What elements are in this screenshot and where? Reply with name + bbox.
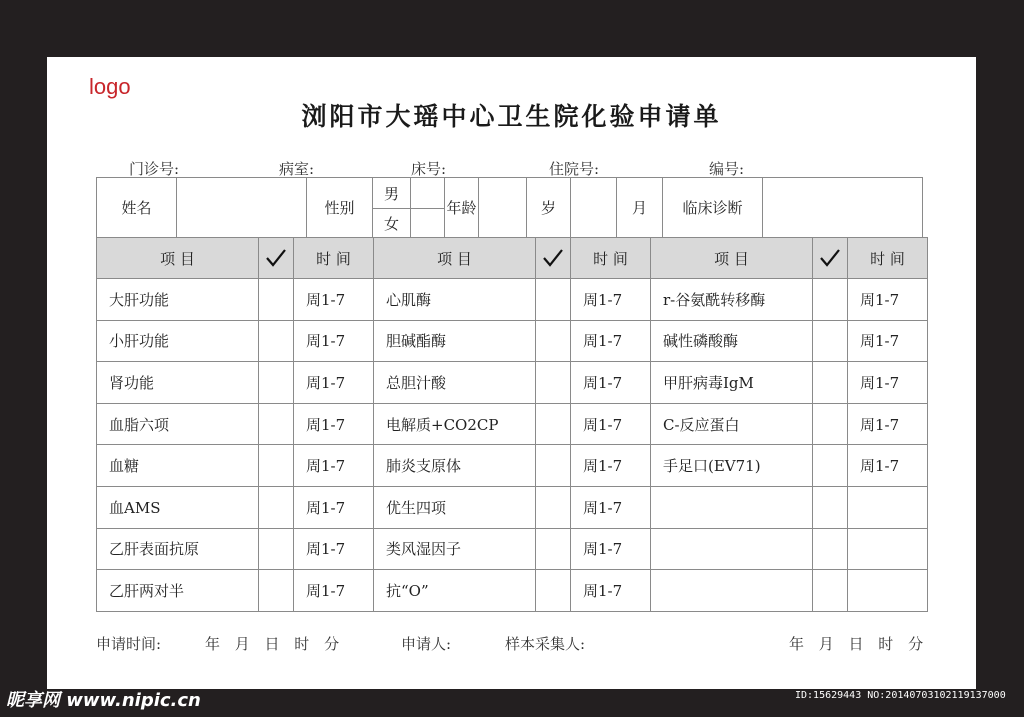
test-item-checkbox[interactable] (536, 279, 571, 321)
table-row (97, 445, 928, 487)
ward-label: 病室: (279, 160, 315, 178)
sample-collector-label: 样本采集人: (505, 635, 586, 653)
check-mark-icon (536, 238, 571, 279)
test-item-name: 胆碱酯酶 (374, 320, 536, 362)
test-item-name: 抗“O” (374, 570, 536, 612)
test-item-checkbox[interactable] (536, 362, 571, 404)
test-item-name: 乙肝两对半 (97, 570, 259, 612)
item-header: 项 目 (374, 238, 536, 279)
test-item-time: 周1-7 (294, 528, 374, 570)
test-item-name: C-反应蛋白 (651, 403, 813, 445)
test-item-checkbox[interactable] (813, 570, 848, 612)
item-header: 项 目 (651, 238, 813, 279)
test-item-checkbox[interactable] (536, 445, 571, 487)
table-row (97, 570, 928, 612)
diagnosis-label: 临床诊断 (663, 178, 763, 238)
test-item-name (651, 570, 813, 612)
test-item-checkbox[interactable] (813, 362, 848, 404)
test-item-name: 大肝功能 (97, 279, 259, 321)
test-item-checkbox[interactable] (259, 528, 294, 570)
test-item-time: 周1-7 (571, 362, 651, 404)
test-item-name: 肺炎支原体 (374, 445, 536, 487)
test-item-time: 周1-7 (294, 445, 374, 487)
item-header: 项 目 (97, 238, 259, 279)
test-item-name (651, 486, 813, 528)
test-item-name: 血AMS (97, 486, 259, 528)
test-item-name: 肾功能 (97, 362, 259, 404)
test-item-name: 小肝功能 (97, 320, 259, 362)
collection-date-fields: 年 月 日 时 分 (789, 635, 924, 653)
male-checkbox[interactable] (411, 178, 445, 209)
years-unit-label: 岁 (527, 178, 571, 238)
check-mark-icon (259, 238, 294, 279)
test-item-checkbox[interactable] (259, 403, 294, 445)
request-date-fields: 年 月 日 时 分 (205, 635, 340, 653)
test-item-name: r-谷氨酰转移酶 (651, 279, 813, 321)
age-label: 年龄 (445, 178, 479, 238)
table-row (97, 486, 928, 528)
test-item-time: 周1-7 (571, 445, 651, 487)
test-item-checkbox[interactable] (813, 445, 848, 487)
test-item-checkbox[interactable] (813, 279, 848, 321)
test-item-name: 碱性磷酸酶 (651, 320, 813, 362)
bed-number-label: 床号: (411, 160, 447, 178)
test-item-time: 周1-7 (294, 320, 374, 362)
name-field[interactable] (177, 178, 307, 238)
time-header: 时 间 (294, 238, 374, 279)
test-item-checkbox[interactable] (813, 528, 848, 570)
lab-request-form (47, 57, 976, 689)
patient-info-table (96, 177, 923, 238)
female-checkbox[interactable] (411, 209, 445, 238)
logo: logo (89, 74, 131, 99)
age-years-field[interactable] (479, 178, 527, 238)
test-item-name: 心肌酶 (374, 279, 536, 321)
test-item-name: 总胆汁酸 (374, 362, 536, 404)
test-item-time: 周1-7 (294, 362, 374, 404)
table-row (97, 362, 928, 404)
table-row (97, 403, 928, 445)
test-item-time: 周1-7 (294, 279, 374, 321)
test-item-time: 周1-7 (571, 320, 651, 362)
check-mark-icon (813, 238, 848, 279)
test-item-time: 周1-7 (571, 279, 651, 321)
form-title: 浏阳市大瑶中心卫生院化验申请单 (301, 102, 722, 131)
test-item-time: 周1-7 (571, 403, 651, 445)
test-item-name: 电解质+CO2CP (374, 403, 536, 445)
outpatient-number-label: 门诊号: (129, 160, 180, 178)
gender-label: 性别 (307, 178, 373, 238)
watermark-site: 昵享网 www.nipic.cn (6, 690, 201, 711)
test-item-checkbox[interactable] (259, 486, 294, 528)
test-item-checkbox[interactable] (259, 279, 294, 321)
test-item-checkbox[interactable] (536, 320, 571, 362)
test-item-time (848, 528, 928, 570)
male-label: 男 (373, 178, 411, 209)
table-row (97, 528, 928, 570)
applicant-label: 申请人: (401, 635, 452, 653)
test-item-name: 血糖 (97, 445, 259, 487)
test-items-table (96, 237, 928, 612)
time-header: 时 间 (848, 238, 928, 279)
test-item-checkbox[interactable] (259, 570, 294, 612)
test-item-checkbox[interactable] (536, 570, 571, 612)
diagnosis-field[interactable] (763, 178, 923, 238)
watermark-id: ID:15629443 NO:20140703102119137000 (795, 690, 1006, 701)
test-item-time: 周1-7 (571, 528, 651, 570)
test-item-checkbox[interactable] (259, 320, 294, 362)
test-item-name: 乙肝表面抗原 (97, 528, 259, 570)
test-item-time: 周1-7 (848, 445, 928, 487)
age-months-field[interactable] (571, 178, 617, 238)
test-item-name: 类风湿因子 (374, 528, 536, 570)
inpatient-number-label: 住院号: (549, 160, 600, 178)
serial-number-label: 编号: (709, 160, 745, 178)
test-item-name: 血脂六项 (97, 403, 259, 445)
test-item-checkbox[interactable] (536, 486, 571, 528)
test-item-time: 周1-7 (294, 403, 374, 445)
request-time-label: 申请时间: (96, 635, 162, 653)
table-row (97, 279, 928, 321)
test-item-time: 周1-7 (848, 320, 928, 362)
test-item-time (848, 570, 928, 612)
test-item-time: 周1-7 (571, 486, 651, 528)
test-item-time: 周1-7 (848, 362, 928, 404)
test-item-checkbox[interactable] (536, 403, 571, 445)
test-item-checkbox[interactable] (259, 362, 294, 404)
test-item-time: 周1-7 (571, 570, 651, 612)
test-item-time: 周1-7 (848, 403, 928, 445)
test-item-checkbox[interactable] (536, 528, 571, 570)
test-item-name: 手足口(EV71) (651, 445, 813, 487)
table-row (97, 320, 928, 362)
test-item-time: 周1-7 (294, 486, 374, 528)
months-unit-label: 月 (617, 178, 663, 238)
female-label: 女 (373, 209, 411, 238)
time-header: 时 间 (571, 238, 651, 279)
test-item-checkbox[interactable] (813, 320, 848, 362)
test-item-time: 周1-7 (848, 279, 928, 321)
test-item-checkbox[interactable] (813, 486, 848, 528)
test-item-checkbox[interactable] (813, 403, 848, 445)
test-item-checkbox[interactable] (259, 445, 294, 487)
test-item-name: 优生四项 (374, 486, 536, 528)
test-item-name (651, 528, 813, 570)
test-item-time: 周1-7 (294, 570, 374, 612)
name-label: 姓名 (97, 178, 177, 238)
test-item-time (848, 486, 928, 528)
test-item-name: 甲肝病毒IgM (651, 362, 813, 404)
